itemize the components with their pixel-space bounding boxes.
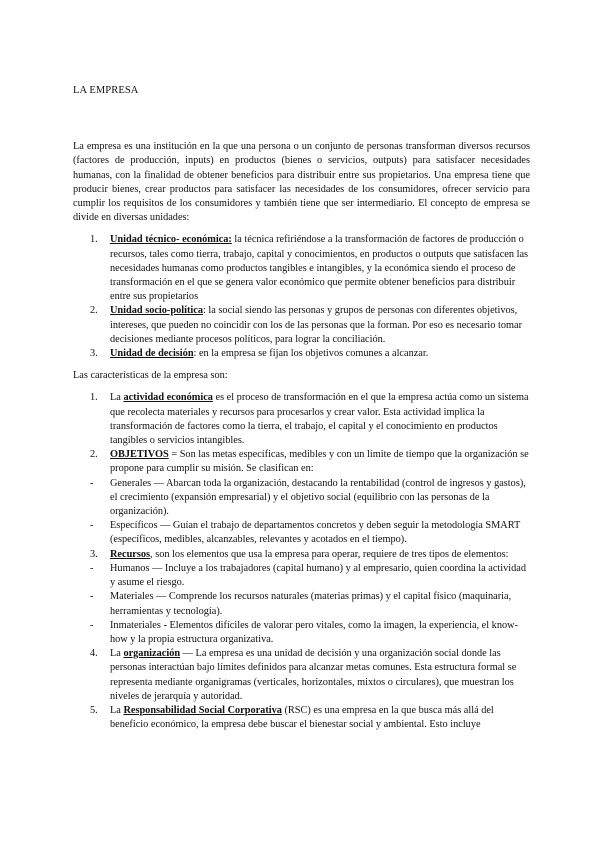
dash-item <box>73 590 530 618</box>
term: Unidad de decisión <box>110 348 194 360</box>
term: organización <box>123 648 181 660</box>
item-text: = Son las metas específicas, medibles y con un límite de tiempo que la organización se propone para cumplir su misión. Se clasifican en: <box>110 449 529 475</box>
item-text: , son los elementos que usa la empresa para operar, requiere de tres tipos de elementos: <box>150 548 509 560</box>
list-item <box>73 548 530 562</box>
item-text: (RSC) es una empresa en la que busca más allá del beneficio económico, la empresa debe buscar el bienestar social y ambiental. Esto incluye <box>110 704 494 731</box>
list-item <box>73 233 530 304</box>
term: Recursos <box>110 548 151 560</box>
dash-item <box>73 619 530 647</box>
list-item <box>73 347 530 361</box>
dash-mark: - <box>90 562 94 574</box>
term: Unidad socio-política <box>110 305 203 317</box>
list-number: 3. <box>90 548 98 560</box>
item-text: : en la empresa se fijan los objetivos comunes a alcanzar. <box>193 348 429 360</box>
list-number: 2. <box>90 449 98 461</box>
list-number: 2. <box>90 305 98 317</box>
list-number: 1. <box>90 234 98 246</box>
caracteristicas-list <box>73 391 530 732</box>
dash-text: Específicos — Guían el trabajo de departamentos concretos y deben seguir la metodología SMART (específicos, medibles, alcanzables, relevantes y acotados en el tiempo). <box>110 520 521 546</box>
list-item <box>73 391 530 448</box>
dash-item <box>73 519 530 547</box>
list-number: 5. <box>90 704 98 716</box>
item-prefix: La <box>110 648 124 660</box>
list-item <box>73 704 530 732</box>
unidades-list <box>73 233 530 361</box>
item-prefix: La <box>110 704 124 716</box>
dash-item <box>73 477 530 520</box>
caracteristicas-intro: Las características de la empresa son: <box>73 370 228 382</box>
dash-text: Inmateriales - Elementos difíciles de valorar pero vitales, como la imagen, la experiencia, el know-how y la propia estructura organizativa. <box>110 619 518 645</box>
page-title: LA EMPRESA <box>73 85 139 96</box>
term: actividad económica <box>123 392 213 404</box>
list-number: 1. <box>90 392 98 404</box>
item-text: la técnica refiriéndose a la transformación de factores de producción o recursos, tales como tierra, trabajo, capital y conocimientos, en productos o outputs que satisfacen las necesidades humanas como productos tangibles e intangibles, y la económica siendo el proceso de transformación en el que se genera valor económico que permite obtener beneficios para distribuir entre sus propietarios <box>110 234 529 303</box>
item-prefix: La <box>110 392 124 404</box>
dash-text: Humanos — Incluye a los trabajadores (capital humano) y al empresario, quien coordina la actividad y asume el riesgo. <box>110 562 527 589</box>
item-text: : la social siendo las personas y grupos de personas con diferentes objetivos, intereses, que pueden no coincidir con los de las personas que la forman. Por eso es necesario tomar decisiones mediante procesos políticos, para lograr la conciliación. <box>110 305 523 345</box>
intro-paragraph: La empresa es una institución en la que una persona o un conjunto de personas transforman diversos recursos (factores de producción, inputs) en productos (bienes o servicios, outputs) para satisfacer necesidades humanas, con la finalidad de obtener beneficios para distribuir entre sus propietarios. Una empresa tiene que producir bienes, crear productos para satisfacer las necesidades de los consumidores, ofrecer servicio para cumplir los requisitos de los consumidores y también tiene que ser intermediario. El concepto de empresa se divide en diversas unidades: <box>73 141 530 224</box>
dash-text: Materiales — Comprende los recursos naturales (materias primas) y el capital físico (maquinaria, herramientas y tecnología). <box>110 591 512 617</box>
dash-mark: - <box>90 619 94 631</box>
dash-mark: - <box>90 591 94 603</box>
dash-mark: - <box>90 477 94 489</box>
list-item <box>73 448 530 476</box>
term: Responsabilidad Social Corporativa <box>123 704 282 716</box>
list-item <box>73 304 530 347</box>
list-number: 3. <box>90 348 98 360</box>
term: OBJETIVOS <box>110 449 169 461</box>
list-number: 4. <box>90 648 98 660</box>
term: Unidad técnico- económica: <box>110 234 232 246</box>
item-text: es el proceso de transformación en el que la empresa actúa como un sistema que recolecta materiales y recursos para procesarlos y crear valor. Esta actividad implica la transformación de factores como la tierra, el trabajo, el capital y el conocimiento en productos tangibles o servicios intangibles. <box>110 392 529 447</box>
dash-text: Generales — Abarcan toda la organización, destacando la rentabilidad (control de ingresos y gastos), el crecimiento (expansión empresarial) y el objetivo social (equilibrio con las personas de la organización). <box>110 477 526 518</box>
dash-item <box>73 562 530 590</box>
item-text: — La empresa es una unidad de decisión y una organización social donde las personas interactúan bajo límites definidos para alcanzar metas comunes. Esta estructura formal se representa mediante organigramas (verticales, horizontales, mixtos o circulares), que muestran los niveles de jerarquía y autoridad. <box>110 648 517 702</box>
list-item <box>73 647 530 704</box>
dash-mark: - <box>90 520 94 532</box>
